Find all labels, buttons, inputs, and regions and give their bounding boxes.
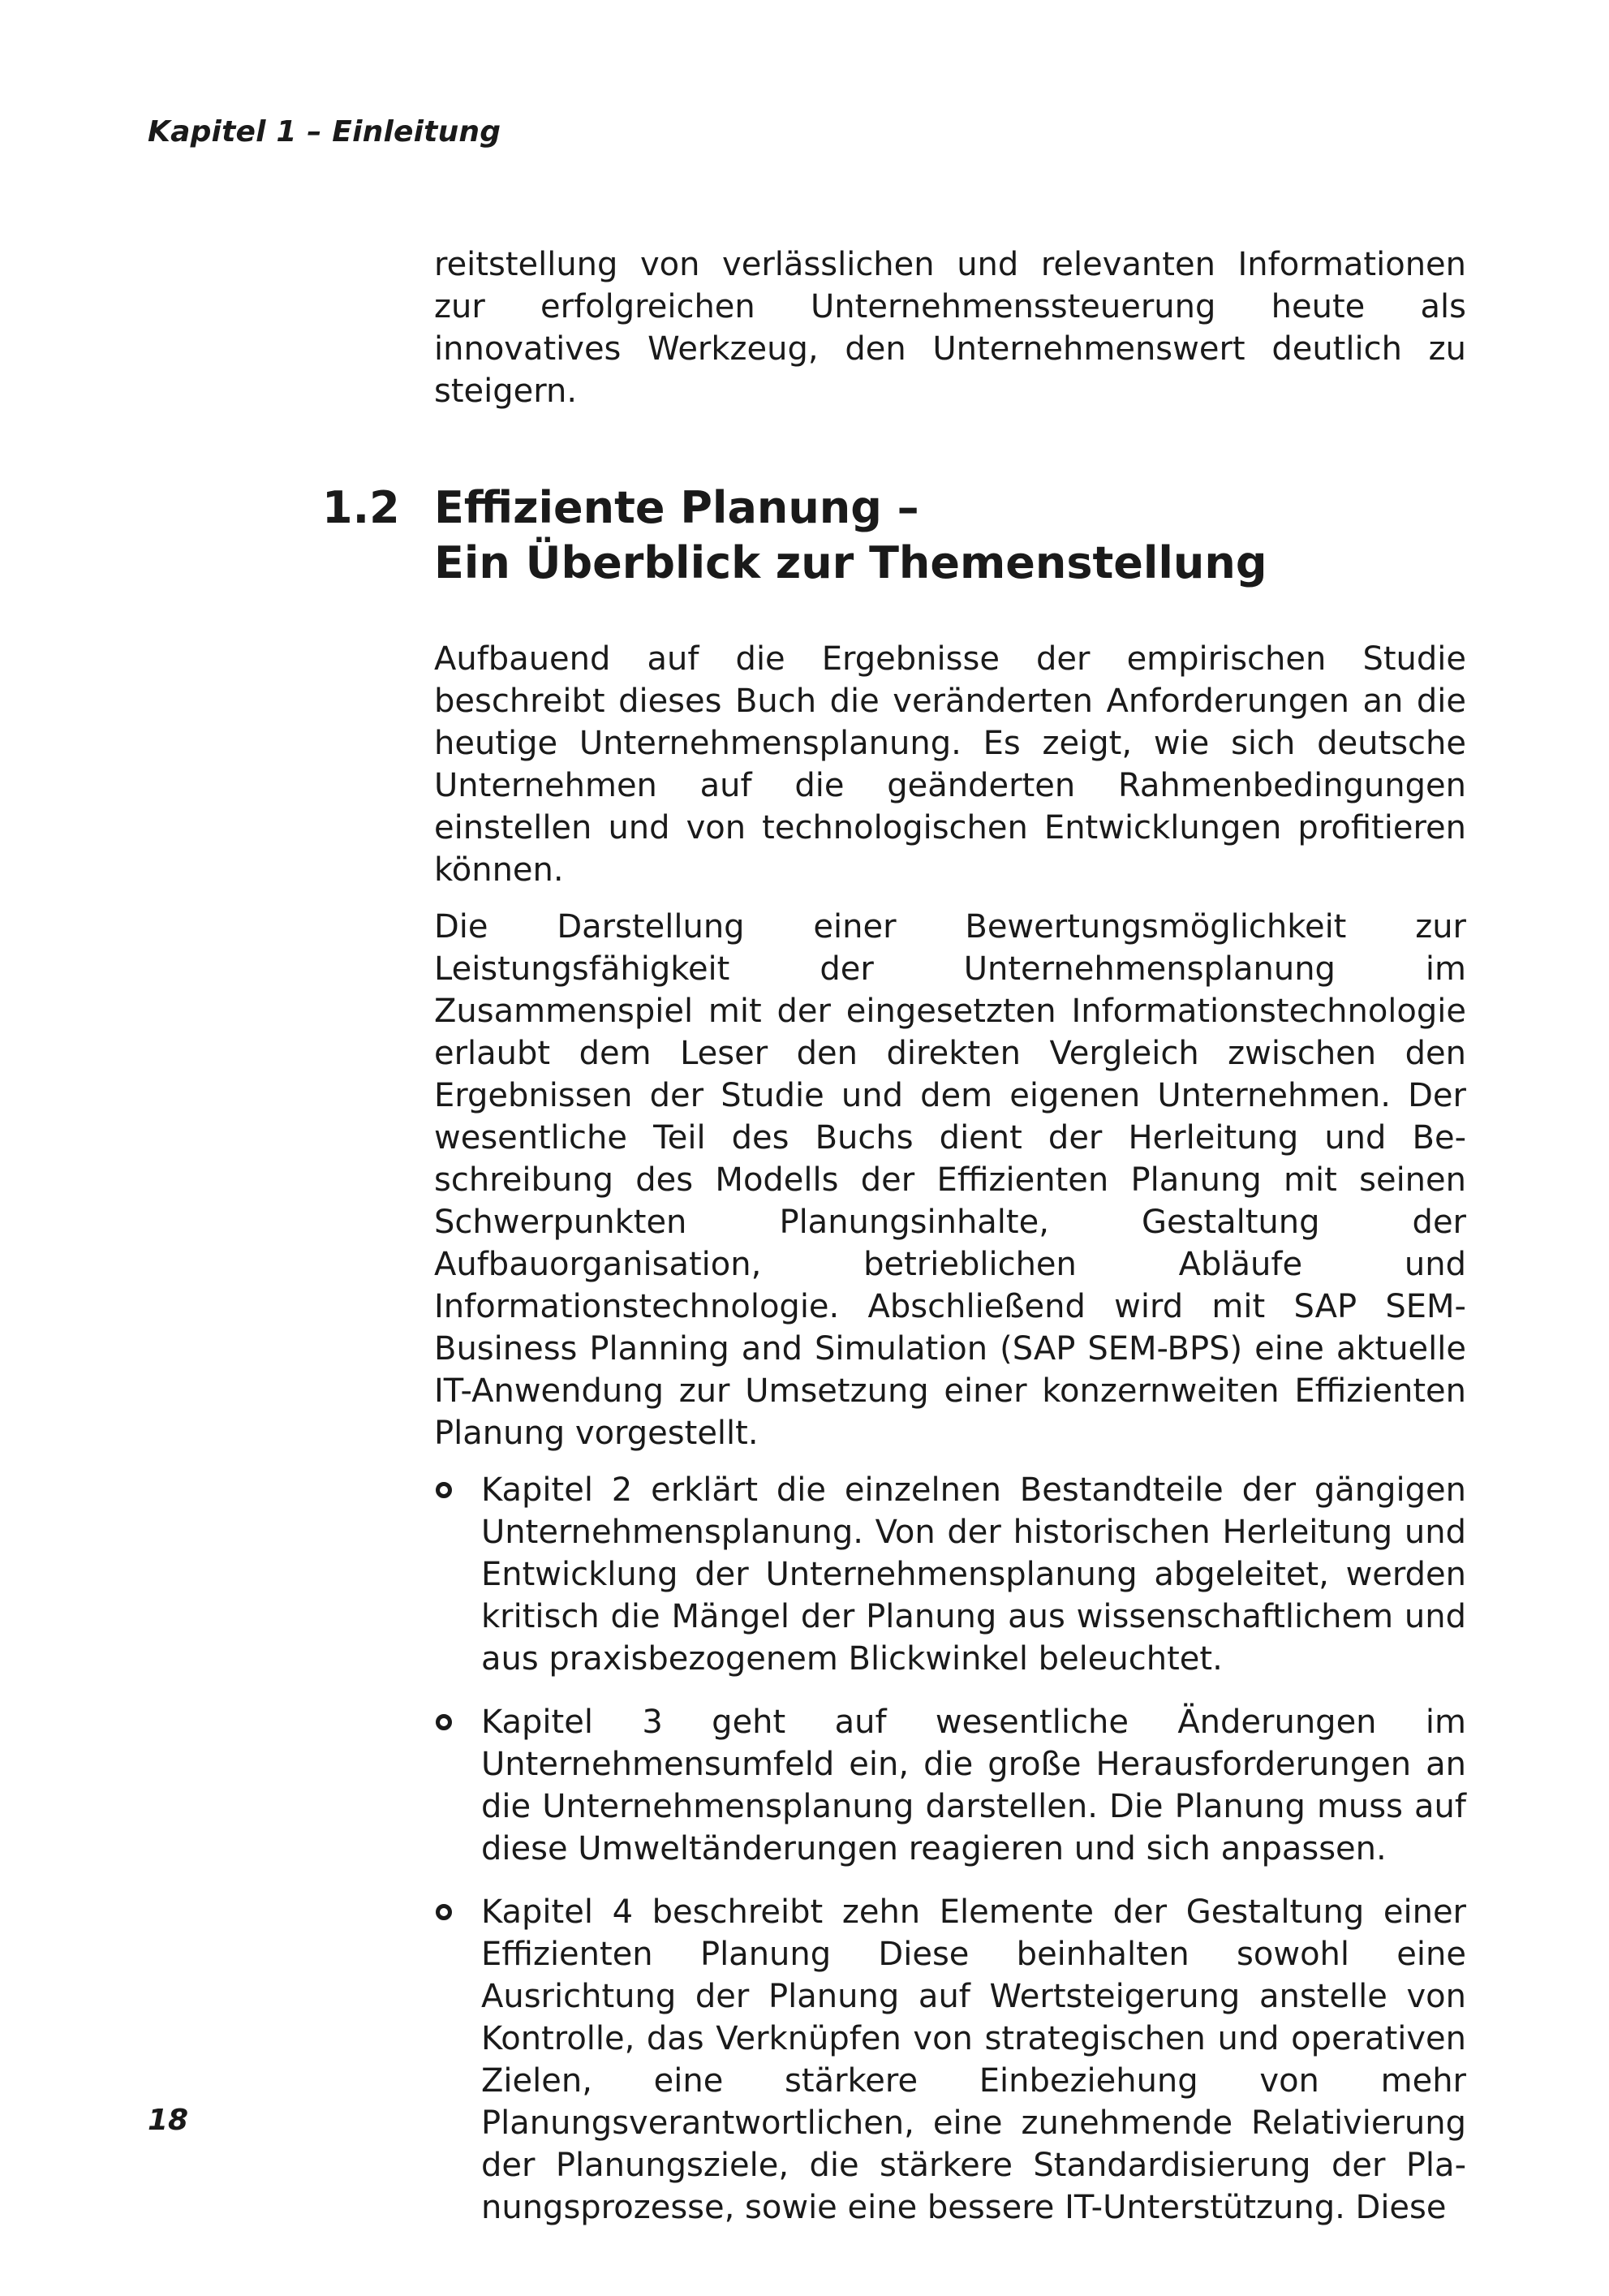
chapter-overview-list: [434, 1469, 1466, 2229]
ring-bullet-icon: [436, 1904, 452, 1920]
list-item: [434, 1469, 1466, 1680]
page-number: 18: [148, 2104, 189, 2137]
list-item-text: Kapitel 3 geht auf wesentliche Änderungen im Unternehmensumfeld ein, die große Herausforderungen an die Unternehmensplanung darstellen. Die Planung muss auf diese Umweltänderungen reagieren und sich anpassen.: [481, 1704, 1466, 1867]
intro-paragraph: reitstellung von verlässlichen und relevanten Informationen zur erfolgreichen Unternehmenssteuerung heute als innovatives Werkzeug, den Unternehmenswert deutlich zu steigern.: [434, 246, 1466, 410]
ring-bullet-icon: [436, 1482, 452, 1498]
list-item-text: Kapitel 2 erklärt die einzelnen Bestandteile der gängigen Unternehmensplanung. Von der historischen Herleitung und Entwicklung der Unternehmensplanung abgeleitet, werden kritisch die Mängel der Planung aus wissenschaftlichem und aus praxisbezogenem Blickwinkel beleuchtet.: [481, 1471, 1466, 1678]
section-heading: [322, 480, 1466, 591]
section-number: 1.2: [322, 482, 400, 533]
ring-bullet-icon: [436, 1714, 452, 1730]
body-paragraph: Die Darstellung einer Bewertungsmöglichkeit zur Leistungsfähigkeit der Unternehmensplanung im Zusammenspiel mit der eingesetzten Informationstechnologie erlaubt dem Leser den direkten Vergleich zwischen den Ergebnissen der Studie und dem eigenen Unternehmen. Der wesentliche Teil des Buchs dient der Herleitung und Beschreibung des Modells der Effizienten Planung mit seinen Schwerpunkten Planungsinhalte, Gestaltung der Aufbauorganisation, betrieblichen Abläufe und Informationstechnologie. Abschließend wird mit SAP SEM-Business Planning and Simulation (SAP SEM-BPS) eine aktuelle IT-Anwendung zur Umsetzung einer konzernweiten Effizienten Planung vorgestellt.: [434, 908, 1466, 1452]
body-paragraph: Aufbauend auf die Ergebnisse der empirischen Studie beschreibt dieses Buch die veränderten Anforderungen an die heutige Unternehmensplanung. Es zeigt, wie sich deutsche Unternehmen auf die geänderten Rahmenbedingungen einstellen und von technologischen Entwicklungen profitieren können.: [434, 640, 1466, 889]
section-title-line-1: Effiziente Planung –: [434, 482, 919, 533]
list-item: [434, 1891, 1466, 2229]
running-header: Kapitel 1 – Einleitung: [148, 115, 501, 149]
section-title-line-2: Ein Überblick zur Themenstellung: [434, 537, 1267, 588]
page-body: [322, 243, 1466, 2250]
list-item: [434, 1701, 1466, 1870]
list-item-text: Kapitel 4 beschreibt zehn Elemente der Gestaltung einer Effizienten Planung Diese beinhalten sowohl eine Ausrichtung der Planung auf Wertsteigerung anstelle von Kontrolle, das Verknüpfen von strategischen und operativen Zielen, eine stärkere Einbeziehung von mehr Planungsverantwortlichen, eine zunehmende Relativierung der Planungsziele, die stärkere Standardisierung der Planungsprozesse, sowie eine bessere IT-Unterstützung. Diese: [481, 1893, 1466, 2226]
